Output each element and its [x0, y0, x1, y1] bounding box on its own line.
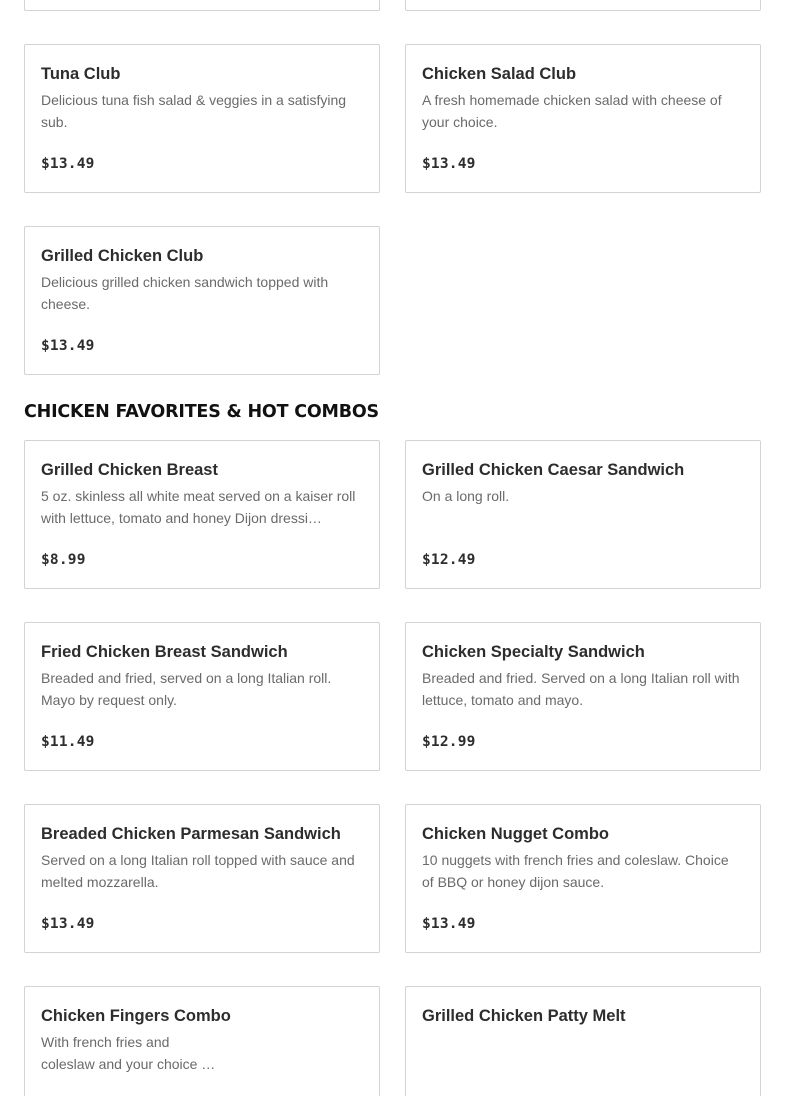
menu-item-description: A fresh homemade chicken salad with cheese of your choice.	[422, 92, 722, 130]
menu-item-card[interactable]	[24, 986, 380, 1096]
menu-item-card[interactable]	[24, 622, 380, 771]
menu-item-description: Served on a long Italian roll topped with sauce and melted mozzarella.	[41, 852, 355, 890]
menu-item-price: $13.49	[41, 338, 95, 354]
menu-item-card[interactable]	[24, 44, 380, 193]
menu-item-card-partial[interactable]	[405, 0, 761, 11]
menu-item-price: $8.99	[41, 552, 86, 568]
menu-item-name: Grilled Chicken Breast	[41, 461, 218, 479]
menu-item-card[interactable]	[405, 44, 761, 193]
section-heading: CHICKEN FAVORITES & HOT COMBOS	[24, 402, 379, 422]
menu-item-card[interactable]	[405, 440, 761, 589]
menu-item-price: $13.49	[422, 156, 476, 172]
menu-item-name: Grilled Chicken Caesar Sandwich	[422, 461, 685, 479]
menu-item-description: With french fries and coleslaw and your choice …	[41, 1034, 216, 1072]
menu-item-name: Fried Chicken Breast Sandwich	[41, 643, 288, 661]
menu-item-card[interactable]	[405, 804, 761, 953]
menu-item-price: $12.49	[422, 552, 476, 568]
menu-item-name: Chicken Salad Club	[422, 65, 577, 83]
menu-item-description: Breaded and fried. Served on a long Italian roll with lettuce, tomato and mayo.	[422, 670, 740, 708]
menu-item-name: Chicken Nugget Combo	[422, 825, 610, 843]
menu-item-description: Breaded and fried, served on a long Italian roll. Mayo by request only.	[41, 670, 332, 708]
menu-item-price: $12.99	[422, 734, 476, 750]
menu-item-name: Tuna Club	[41, 65, 121, 83]
menu-item-description: On a long roll.	[422, 488, 510, 504]
menu-item-card[interactable]	[24, 804, 380, 953]
menu-item-description: Delicious grilled chicken sandwich topped with cheese.	[41, 274, 329, 312]
menu-item-price: $13.49	[41, 916, 95, 932]
menu-item-name: Breaded Chicken Parmesan Sandwich	[41, 825, 341, 843]
menu-item-card[interactable]	[405, 986, 761, 1096]
menu-item-card[interactable]	[24, 226, 380, 375]
menu-item-name: Chicken Fingers Combo	[41, 1007, 231, 1025]
menu-item-name: Chicken Specialty Sandwich	[422, 643, 645, 661]
menu-item-card-partial[interactable]	[24, 0, 380, 11]
menu-item-name: Grilled Chicken Patty Melt	[422, 1007, 626, 1025]
menu-item-description: Delicious tuna fish salad & veggies in a satisfying sub.	[41, 92, 347, 130]
menu-item-price: $11.49	[41, 734, 95, 750]
menu-item-card[interactable]	[24, 440, 380, 589]
menu-item-price: $13.49	[422, 916, 476, 932]
menu-item-price: $13.49	[41, 156, 95, 172]
menu-item-description: 5 oz. skinless all white meat served on a kaiser roll with lettuce, tomato and honey Dijon dressi…	[41, 488, 356, 526]
menu-item-card[interactable]	[405, 622, 761, 771]
menu-item-name: Grilled Chicken Club	[41, 247, 204, 265]
menu-item-description: 10 nuggets with french fries and coleslaw. Choice of BBQ or honey dijon sauce.	[422, 852, 729, 890]
